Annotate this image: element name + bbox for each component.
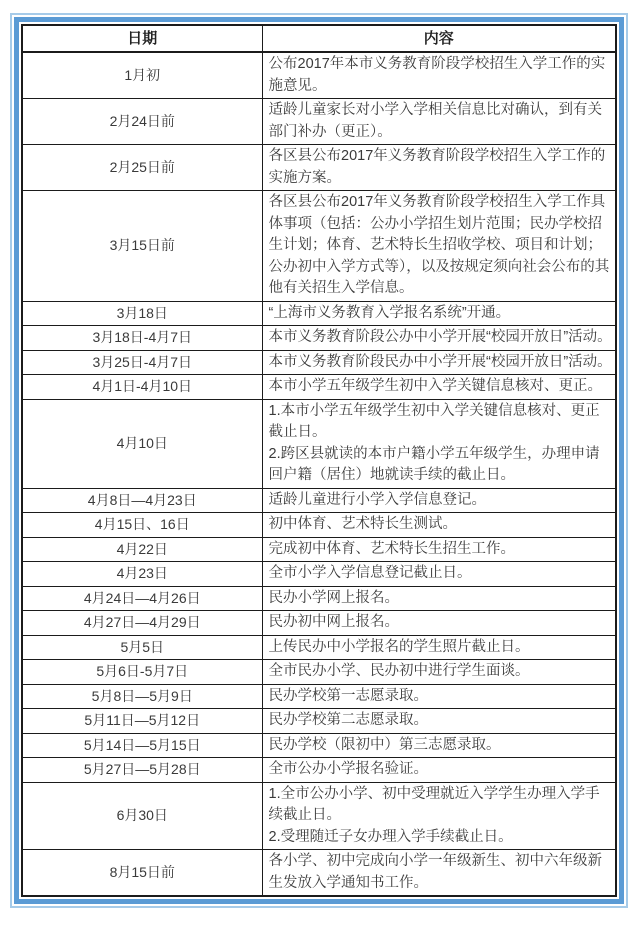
table-row <box>22 733 616 758</box>
content-cell <box>262 562 616 587</box>
content-line: 适龄儿童家长对小学入学相关信息比对确认，到有关部门补办（更正）。 <box>268 102 602 140</box>
table-row <box>22 684 616 709</box>
table-row <box>22 191 616 302</box>
content-line: 民办小学网上报名。 <box>268 589 399 606</box>
content-line: 本市义务教育阶段民办中小学开展“校园开放日”活动。 <box>268 353 612 370</box>
content-line: 各区县公布2017年义务教育阶段学校招生入学工作的实施方案。 <box>268 148 606 186</box>
table-row <box>22 660 616 685</box>
content-line: 2.受理随迁子女办理入学手续截止日。 <box>268 828 513 845</box>
table-row <box>22 562 616 587</box>
date-cell: 2月24日前 <box>22 99 262 145</box>
table-row <box>22 52 616 99</box>
date-cell: 4月27日—4月29日 <box>22 611 262 636</box>
content-cell <box>262 758 616 783</box>
date-cell: 5月6日-5月7日 <box>22 660 262 685</box>
date-cell: 1月初 <box>22 52 262 99</box>
content-line: 完成初中体育、艺术特长生招生工作。 <box>268 540 515 557</box>
column-header-date: 日期 <box>22 25 262 52</box>
content-line: 民办学校第二志愿录取。 <box>268 712 428 728</box>
date-cell: 4月24日—4月26日 <box>22 586 262 611</box>
content-cell <box>262 375 616 400</box>
table-row <box>22 586 616 611</box>
date-cell: 3月18日 <box>22 301 262 326</box>
content-cell <box>262 635 616 660</box>
table-row <box>22 635 616 660</box>
table-row <box>22 99 616 145</box>
content-cell <box>262 586 616 611</box>
date-cell: 4月22日 <box>22 537 262 562</box>
content-cell <box>262 350 616 375</box>
table-row <box>22 850 616 897</box>
date-cell: 2月25日前 <box>22 145 262 191</box>
table-row <box>22 399 616 488</box>
content-line: 各小学、初中完成向小学一年级新生、初中六年级新生发放入学通知书工作。 <box>268 853 602 891</box>
content-cell <box>262 488 616 513</box>
date-cell: 5月27日—5月28日 <box>22 758 262 783</box>
content-line: 各区县公布2017年义务教育阶段学校招生入学工作具体事项（包括：公办小学招生划片范围；民办学校招生计划；体育、艺术特长生招收学校、项目和计划；公办初中入学方式等），以及按规定须向社会公布的其他有关招生入学信息。 <box>268 194 610 296</box>
date-cell: 4月10日 <box>22 399 262 488</box>
content-cell <box>262 145 616 191</box>
date-cell: 4月23日 <box>22 562 262 587</box>
content-line: 民办初中网上报名。 <box>268 614 399 630</box>
table-row <box>22 782 616 850</box>
date-cell: 5月11日—5月12日 <box>22 709 262 734</box>
table-row <box>22 145 616 191</box>
table-row <box>22 758 616 783</box>
content-line: “上海市义务教育入学报名系统”开通。 <box>268 304 511 321</box>
date-cell: 3月18日-4月7日 <box>22 326 262 351</box>
table-body <box>22 52 616 896</box>
page-frame-inner <box>14 17 624 904</box>
table-row <box>22 301 616 326</box>
table-row <box>22 611 616 636</box>
table-row <box>22 326 616 351</box>
content-cell <box>262 733 616 758</box>
content-cell <box>262 52 616 99</box>
date-cell: 3月25日-4月7日 <box>22 350 262 375</box>
date-cell: 5月14日—5月15日 <box>22 733 262 758</box>
content-line: 民办学校第一志愿录取。 <box>268 687 428 704</box>
content-cell <box>262 99 616 145</box>
enrollment-schedule-table <box>21 24 617 897</box>
date-cell: 5月5日 <box>22 635 262 660</box>
content-cell <box>262 709 616 734</box>
content-cell <box>262 399 616 488</box>
content-line: 民办学校（限初中）第三志愿录取。 <box>268 736 501 753</box>
content-line: 全市民办小学、民办初中进行学生面谈。 <box>268 663 530 679</box>
date-cell: 4月15日、16日 <box>22 513 262 538</box>
date-cell: 6月30日 <box>22 782 262 850</box>
date-cell: 4月8日—4月23日 <box>22 488 262 513</box>
content-line: 1.本市小学五年级学生初中入学关键信息核对、更正截止日。 <box>268 402 600 440</box>
table-row <box>22 513 616 538</box>
content-line: 上传民办中小学报名的学生照片截止日。 <box>268 638 530 655</box>
content-line: 全市小学入学信息登记截止日。 <box>268 565 472 581</box>
content-cell <box>262 684 616 709</box>
content-line: 2.跨区县就读的本市户籍小学五年级学生，办理申请回户籍（居住）地就读手续的截止日。 <box>268 445 600 483</box>
column-header-content: 内容 <box>262 25 616 52</box>
content-line: 本市小学五年级学生初中入学关键信息核对、更正。 <box>268 378 602 394</box>
content-cell <box>262 660 616 685</box>
content-line: 本市义务教育阶段公办中小学开展“校园开放日”活动。 <box>268 329 612 345</box>
date-cell: 4月1日-4月10日 <box>22 375 262 400</box>
content-line: 1.全市公办小学、初中受理就近入学学生办理入学手续截止日。 <box>268 785 600 823</box>
date-cell: 5月8日—5月9日 <box>22 684 262 709</box>
content-line: 公布2017年本市义务教育阶段学校招生入学工作的实施意见。 <box>268 56 606 94</box>
table-row <box>22 375 616 400</box>
content-cell <box>262 611 616 636</box>
table-row <box>22 537 616 562</box>
date-cell: 8月15日前 <box>22 850 262 897</box>
content-cell <box>262 537 616 562</box>
content-cell <box>262 850 616 897</box>
content-cell <box>262 326 616 351</box>
header-row <box>22 25 616 52</box>
table-row <box>22 488 616 513</box>
content-cell <box>262 513 616 538</box>
table-row <box>22 709 616 734</box>
content-line: 全市公办小学报名验证。 <box>268 761 428 777</box>
table-row <box>22 350 616 375</box>
content-cell <box>262 301 616 326</box>
content-line: 适龄儿童进行小学入学信息登记。 <box>268 491 486 508</box>
content-line: 初中体育、艺术特长生测试。 <box>268 516 457 532</box>
content-cell <box>262 191 616 302</box>
page-frame-outer <box>10 13 628 908</box>
date-cell: 3月15日前 <box>22 191 262 302</box>
content-cell <box>262 782 616 850</box>
